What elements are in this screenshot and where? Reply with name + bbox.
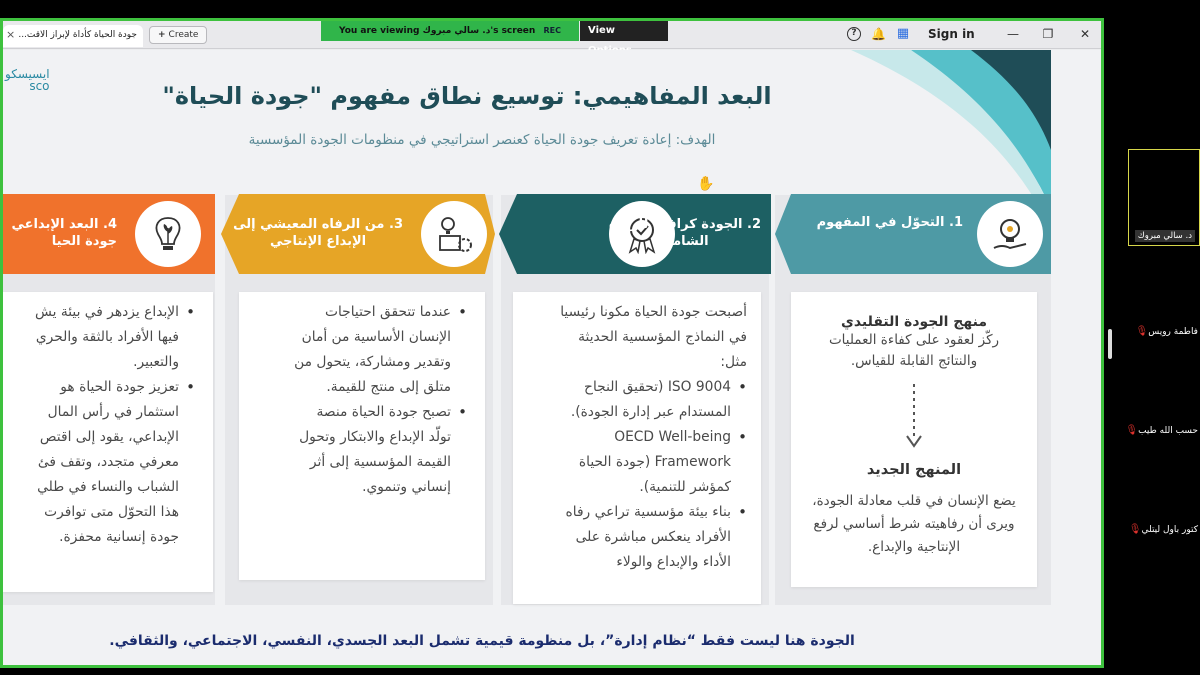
logo-arabic-text: ايسيسكو xyxy=(5,67,50,81)
bullet-line: الأداء والإبداع والولاء xyxy=(616,554,731,570)
column-2-card xyxy=(513,292,761,604)
participant-item[interactable] xyxy=(1122,425,1198,436)
column-3-heading-line1: 3. من الرفاه المعيشي إلى xyxy=(233,217,403,232)
bullet-line: الأفراد ينعكس مباشرة على xyxy=(575,529,731,545)
sign-in-button[interactable]: Sign in xyxy=(928,27,975,41)
column-1-heading xyxy=(817,214,963,231)
bullet-line: إنساني وتنموي. xyxy=(362,479,451,495)
tab-close-icon[interactable]: × xyxy=(6,28,16,41)
bullet-line: والتعبير. xyxy=(133,354,179,370)
bullet-line: متلق إلى منتج للقيمة. xyxy=(326,379,451,395)
create-tab-button[interactable] xyxy=(149,26,207,44)
bullet-line: جودة إنسانية محفزة. xyxy=(59,529,179,545)
lightbulb-plant-icon xyxy=(148,214,188,254)
bullet-line: وتقدير ومشاركة، يتحول من xyxy=(294,354,451,370)
participant-item[interactable] xyxy=(1126,524,1198,535)
column-2-intro-line: مثل: xyxy=(720,354,747,370)
new-approach-title: المنهج الجديد xyxy=(866,462,962,478)
new-approach-text: الإنتاجية والإبداع. xyxy=(867,539,961,555)
column-4-heading-line1: 4. البعد الإبداعي xyxy=(11,217,117,232)
list-item xyxy=(3,375,195,550)
bullet-line: • OECD Well-being xyxy=(614,429,731,445)
bullet-line: • تصبح جودة الحياة منصة xyxy=(316,404,451,420)
bullet-line: الشباب والنساء في طلي xyxy=(37,479,179,495)
plus-icon: + xyxy=(158,30,166,40)
viewing-banner-text: You are viewing د. سالي مبروك's screen xyxy=(339,26,536,36)
organization-logo xyxy=(5,68,50,92)
logo-latin-text: sco xyxy=(29,79,50,93)
viewing-banner xyxy=(321,21,579,41)
column-2-banner xyxy=(499,194,771,274)
list-item xyxy=(3,300,195,375)
presentation-slide xyxy=(3,50,1101,668)
column-1-card xyxy=(791,292,1037,587)
bullet-line: كمؤشر للتنمية). xyxy=(639,479,731,495)
bullet-line: القيمة المؤسسية إلى أثر xyxy=(309,454,451,470)
column-2-intro-line: في النماذج المؤسسية الحديثة xyxy=(578,329,747,345)
browser-tab[interactable] xyxy=(3,25,143,47)
column-2-bullet-list xyxy=(523,375,747,575)
self-video-tile[interactable] xyxy=(1128,149,1200,246)
column-4-icon-circle xyxy=(135,201,201,267)
column-1-banner xyxy=(775,194,1051,274)
bullet-line: معرفي متجدد، وتقف فئ xyxy=(37,454,179,470)
bullet-line: فيها الأفراد بالثقة والحري xyxy=(35,329,179,345)
participant-item[interactable] xyxy=(1133,326,1198,337)
new-approach-text: ويرى أن رفاهيته شرط أساسي لرفع xyxy=(813,516,1015,532)
view-options-button[interactable] xyxy=(580,21,668,41)
list-item xyxy=(523,425,747,500)
bullet-line: • عندما تتحقق احتياجات xyxy=(324,304,451,320)
close-window-icon[interactable]: ✕ xyxy=(1079,27,1091,41)
minimize-icon[interactable]: — xyxy=(1007,27,1019,41)
column-3-icon-circle xyxy=(421,201,487,267)
bullet-line: Framework (جودة الحياة xyxy=(578,454,731,470)
column-2-intro-line: أصبحت جودة الحياة مكونا رئيسيا xyxy=(560,304,747,320)
lightbulb-gear-hand-icon xyxy=(990,214,1030,254)
slide-subtitle: الهدف: إعادة تعريف جودة الحياة كعنصر استراتيجي في منظومات الجودة المؤسسية xyxy=(248,132,716,148)
mic-muted-icon: 🎙 xyxy=(1128,524,1142,535)
dotted-arrow-down-icon xyxy=(904,382,924,454)
column-1-icon-circle xyxy=(977,201,1043,267)
mic-muted-icon: 🎙 xyxy=(1125,425,1139,436)
list-item xyxy=(247,400,467,500)
help-icon[interactable]: ? xyxy=(847,27,861,41)
traditional-approach-title: منهج الجودة التقليدي xyxy=(840,314,988,330)
list-item xyxy=(247,300,467,400)
column-4-heading-line2: جودة الحيا xyxy=(51,234,117,249)
column-1-heading-line1: 1. التحوّل في المفهوم xyxy=(816,215,963,230)
traditional-approach-text: ركّز لعقود على كفاءة العمليات xyxy=(828,332,1000,348)
restore-icon[interactable]: ❐ xyxy=(1042,27,1054,41)
rec-indicator: REC xyxy=(543,26,561,35)
column-4-bullet-list xyxy=(3,300,195,550)
column-3-card xyxy=(239,292,485,580)
shared-screen-frame xyxy=(0,18,1104,668)
bullet-line: الإبداعي، يقود إلى اقتص xyxy=(39,429,179,445)
bullet-line: تولّد الإبداع والابتكار وتحول xyxy=(299,429,451,445)
idea-box-gear-icon xyxy=(434,214,474,254)
create-tab-label: Create xyxy=(168,30,199,40)
bullet-line: • تعزيز جودة الحياة هو xyxy=(60,379,179,395)
decorative-wave-shape xyxy=(851,50,1051,210)
bullet-line: • بناء بيئة مؤسسية تراعي رفاه xyxy=(565,504,731,520)
bullet-line: الإنسان الأساسية من أمان xyxy=(301,329,451,345)
new-approach-text: يضع الإنسان في قلب معادلة الجودة، xyxy=(812,493,1016,509)
sidebar-scrollbar[interactable] xyxy=(1108,329,1112,359)
bullet-line: هذا التحوّل متى توافرت xyxy=(44,504,179,520)
column-2-heading-line1: 2. الجودة كرافعة للرفاه xyxy=(609,217,761,232)
column-4-banner xyxy=(3,194,215,274)
slide-title: البعد المفاهيمي: توسيع نطاق مفهوم "جودة الحياة" xyxy=(162,82,772,110)
bullet-line: استثمار في رأس المال xyxy=(47,404,179,420)
list-item xyxy=(523,375,747,425)
participant-name: فاطمة رويس xyxy=(1148,327,1198,337)
participant-name: كتور باول ليتلي xyxy=(1141,525,1198,535)
column-3-heading xyxy=(233,216,403,250)
bottom-note: الجودة هنا ليست فقط “نظام إدارة”، بل منظومة قيمية تشمل البعد الجسدي، النفسي، الاجتماعي، والثقافي. xyxy=(109,633,855,649)
bullet-line: • ISO 9004 (تحقيق النجاح xyxy=(584,379,731,395)
browser-toolbar xyxy=(3,21,1101,49)
mic-muted-icon: 🎙 xyxy=(1135,326,1149,337)
hand-cursor-icon: ✋ xyxy=(697,176,715,192)
column-3-bullet-list xyxy=(247,300,467,500)
bullet-line: المستدام عبر إدارة الجودة). xyxy=(570,404,731,420)
column-2-heading-line2: الشامل xyxy=(661,234,709,249)
tab-title: جودة الحياة كأداة لإبراز الاقت... xyxy=(18,30,137,40)
traditional-approach-text: والنتائج القابلة للقياس. xyxy=(850,353,978,369)
column-4-heading xyxy=(11,216,117,250)
apps-grid-icon[interactable]: ▦ xyxy=(896,26,910,41)
bullet-line: • الإبداع يزدهر في بيئة يش xyxy=(35,304,179,320)
column-3-banner xyxy=(221,194,495,274)
list-item xyxy=(523,500,747,575)
participant-name: حسب الله طيب xyxy=(1138,426,1198,436)
column-2-heading xyxy=(609,216,761,250)
column-4-card xyxy=(3,292,213,592)
self-name-label: د. سالي مبروك xyxy=(1135,230,1195,242)
column-3-heading-line2: الإبداع الإنتاجي xyxy=(269,234,367,249)
bell-icon[interactable]: 🔔 xyxy=(871,27,886,41)
view-options-label: View xyxy=(588,25,616,36)
